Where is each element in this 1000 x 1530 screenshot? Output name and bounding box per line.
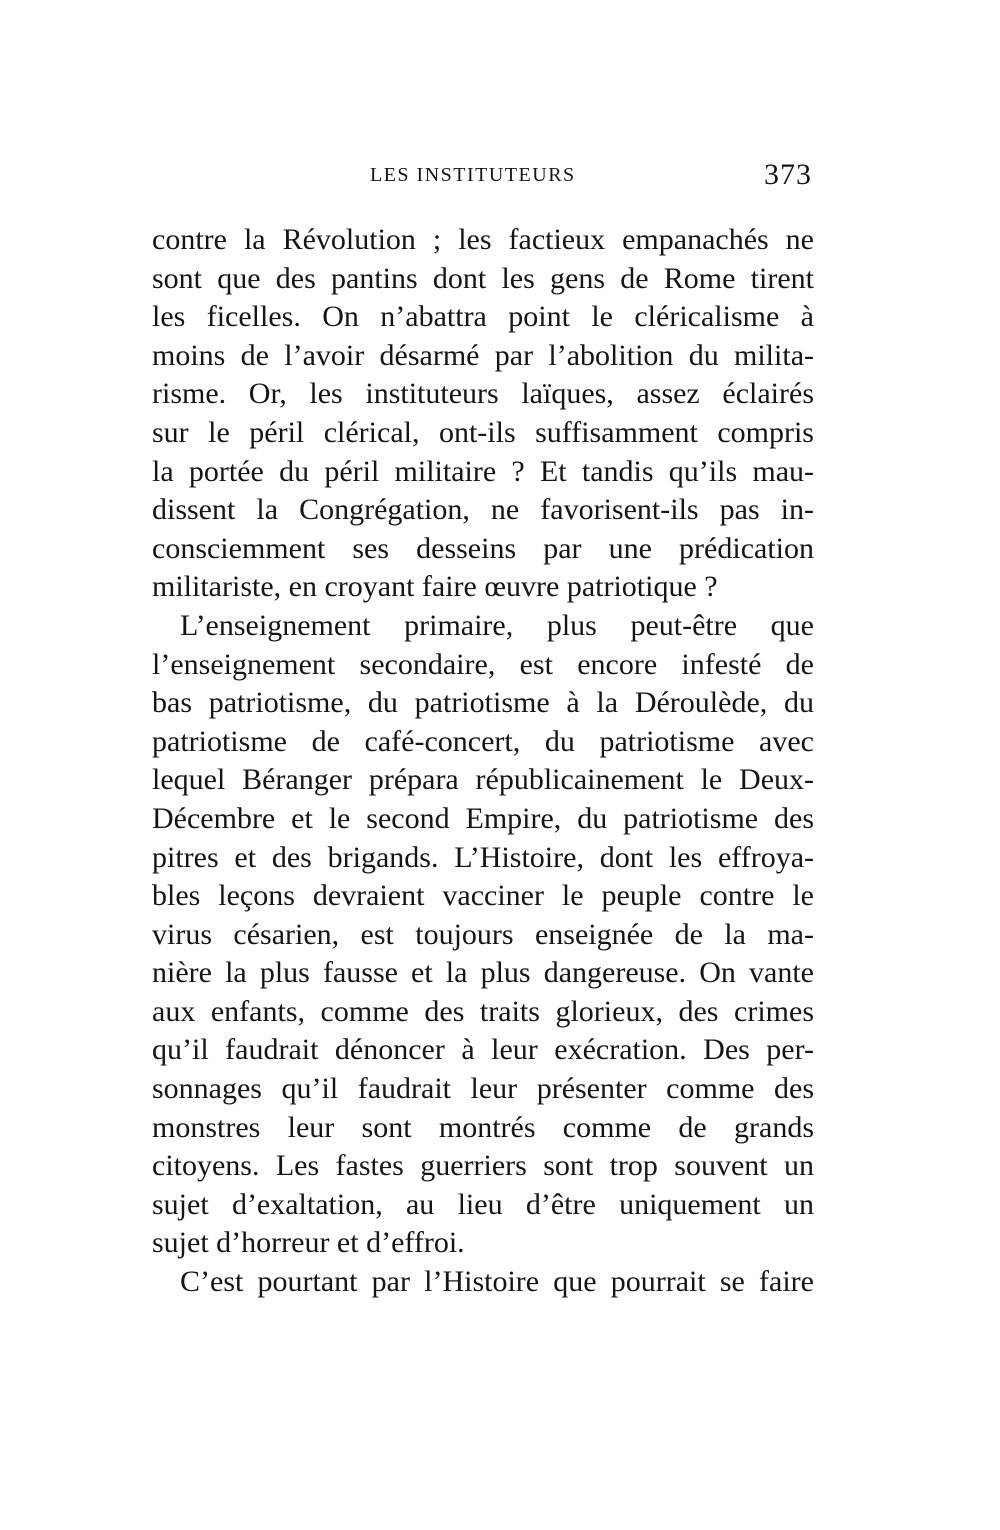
text-line: L’enseignement primaire, plus peut-être que: [180, 608, 814, 642]
text-line: bas patriotisme, du patriotisme à la Déroulède, du: [152, 686, 814, 720]
text-line: sur le péril clérical, ont-ils suffisamment compris: [152, 415, 814, 449]
text-line: pitres et des brigands. L’Histoire, dont les effroya-: [152, 840, 814, 874]
body-text: [152, 221, 814, 1302]
text-line: C’est pourtant par l’Histoire que pourrait se faire: [180, 1265, 814, 1299]
text-line: sont que des pantins dont les gens de Rome tirent: [152, 261, 814, 295]
text-line: risme. Or, les instituteurs laïques, assez éclairés: [152, 377, 814, 411]
text-line: l’enseignement secondaire, est encore infesté de: [152, 647, 814, 681]
text-line: militariste, en croyant faire œuvre patriotique ?: [152, 570, 718, 604]
text-line: la portée du péril militaire ? Et tandis qu’ils mau-: [152, 454, 814, 488]
text-line: nière la plus fausse et la plus dangereuse. On vante: [152, 956, 814, 990]
running-title: LES INSTITUTEURS: [370, 164, 576, 186]
page-number: 373: [764, 158, 812, 191]
text-line: sonnages qu’il faudrait leur présenter comme des: [152, 1072, 814, 1106]
text-line: patriotisme de café-concert, du patriotisme avec: [152, 724, 814, 758]
text-line: citoyens. Les fastes guerriers sont trop souvent un: [152, 1149, 814, 1183]
text-line: qu’il faudrait dénoncer à leur exécration. Des per-: [152, 1033, 814, 1067]
text-line: aux enfants, comme des traits glorieux, des crimes: [152, 994, 814, 1028]
text-line: contre la Révolution ; les factieux empanachés ne: [152, 223, 814, 256]
text-line: consciemment ses desseins par une prédication: [152, 531, 814, 565]
running-head: [150, 160, 820, 200]
text-line: sujet d’horreur et d’effroi.: [152, 1226, 465, 1260]
text-line: moins de l’avoir désarmé par l’abolition du milita-: [152, 338, 814, 372]
text-line: Décembre et le second Empire, du patriotisme des: [152, 801, 814, 835]
text-line: les ficelles. On n’abattra point le cléricalisme à: [152, 300, 814, 334]
text-line: sujet d’exaltation, au lieu d’être uniquement un: [152, 1187, 814, 1221]
text-line: bles leçons devraient vacciner le peuple contre le: [152, 879, 814, 913]
text-line: lequel Béranger prépara républicainement le Deux-: [152, 763, 814, 797]
text-line: dissent la Congrégation, ne favorisent-ils pas in-: [152, 493, 814, 527]
text-line: monstres leur sont montrés comme de grands: [152, 1110, 814, 1144]
text-line: virus césarien, est toujours enseignée de la ma-: [152, 917, 814, 951]
